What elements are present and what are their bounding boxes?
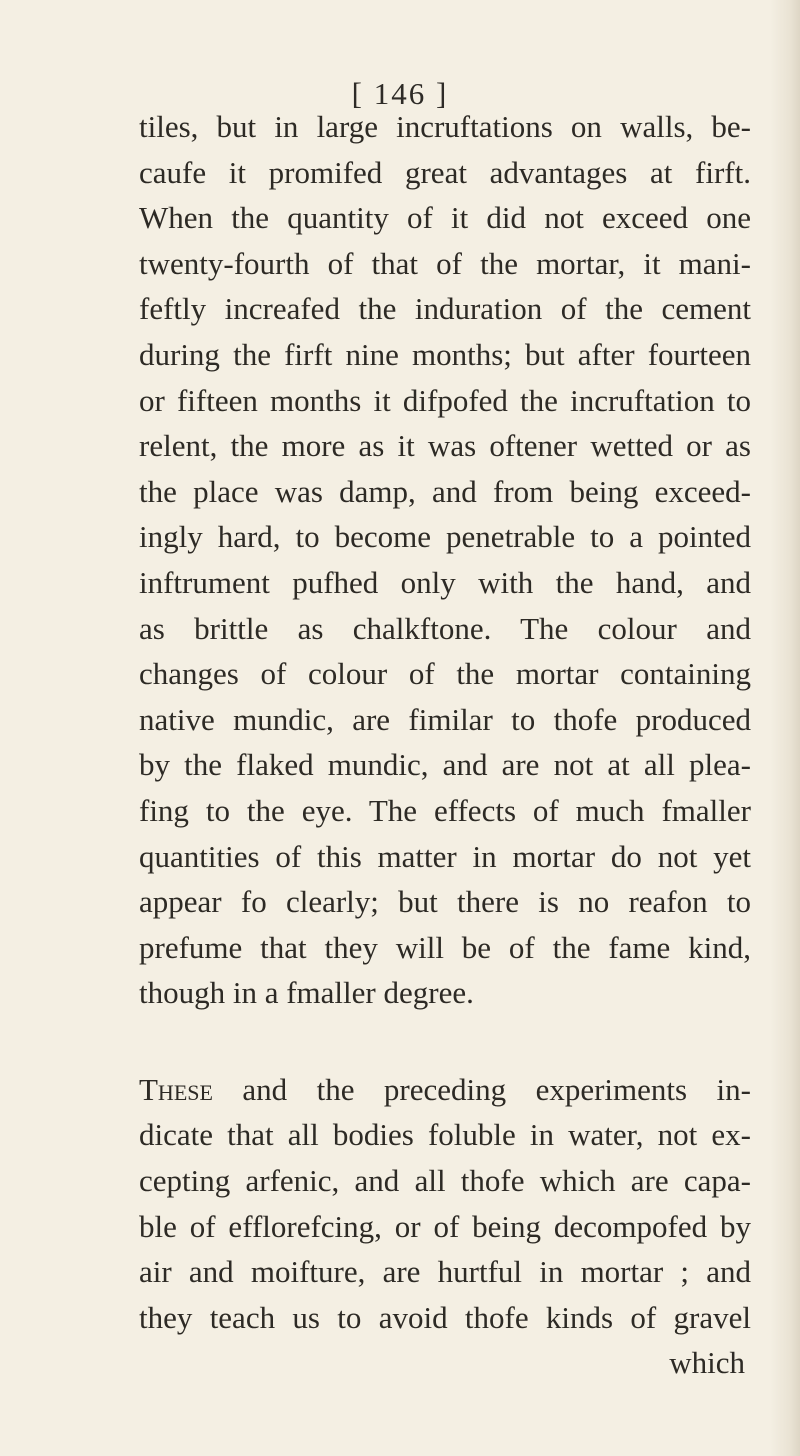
text-line: caufe it promifed great advantages at firft. <box>139 154 751 190</box>
text-line: ble of efflorefcing, or of being decompofed by <box>139 1208 751 1244</box>
text-line: ingly hard, to become penetrable to a pointed <box>139 519 751 555</box>
text-line: native mundic, are fimilar to thofe produced <box>139 701 751 737</box>
text-line: appear fo clearly; but there is no reafon to <box>139 884 751 920</box>
text-line: relent, the more as it was oftener wetted or as <box>139 428 751 464</box>
text-line: air and moifture, are hurtful in mortar ; and <box>139 1254 751 1290</box>
text-line: prefume that they will be of the fame kind, <box>139 929 751 965</box>
paragraph-gap <box>139 1016 751 1067</box>
text-line: during the firft nine months; but after fourteen <box>139 336 751 372</box>
catchword: which <box>669 1345 745 1381</box>
text-line: they teach us to avoid thofe kinds of gravel <box>139 1299 751 1335</box>
paragraph-lead-word: These <box>139 1071 213 1107</box>
text-line: the place was damp, and from being exceed- <box>139 473 751 509</box>
text-line: twenty-fourth of that of the mortar, it mani- <box>139 245 751 281</box>
text-line: or fifteen months it difpofed the incruftation to <box>139 382 751 418</box>
page-number-header: [ 146 ] <box>351 76 449 111</box>
text-line: cepting arfenic, and all thofe which are capa- <box>139 1163 751 1199</box>
main-text-block <box>139 104 751 1386</box>
text-line: feftly increafed the induration of the cement <box>139 291 751 327</box>
text-line: fing to the eye. The effects of much fmaller <box>139 792 751 828</box>
text-line: When the quantity of it did not exceed one <box>139 200 751 236</box>
text-line: tiles, but in large incruftations on walls, be- <box>139 109 751 144</box>
paragraph-1 <box>139 104 751 1016</box>
text-line: changes of colour of the mortar containing <box>139 656 751 692</box>
text-fragment: and the preceding experiments in- <box>212 1071 751 1107</box>
paragraph-2 <box>139 1067 751 1386</box>
text-line: quantities of this matter in mortar do not yet <box>139 838 751 874</box>
text-line: as brittle as chalkftone. The colour and <box>139 610 751 646</box>
text-line: though in a fmaller degree. <box>139 975 474 1011</box>
text-line: by the flaked mundic, and are not at all plea- <box>139 747 751 783</box>
text-line <box>139 1067 751 1113</box>
text-line: inftrument pufhed only with the hand, and <box>139 564 751 600</box>
text-line: dicate that all bodies foluble in water, not ex- <box>139 1117 751 1153</box>
